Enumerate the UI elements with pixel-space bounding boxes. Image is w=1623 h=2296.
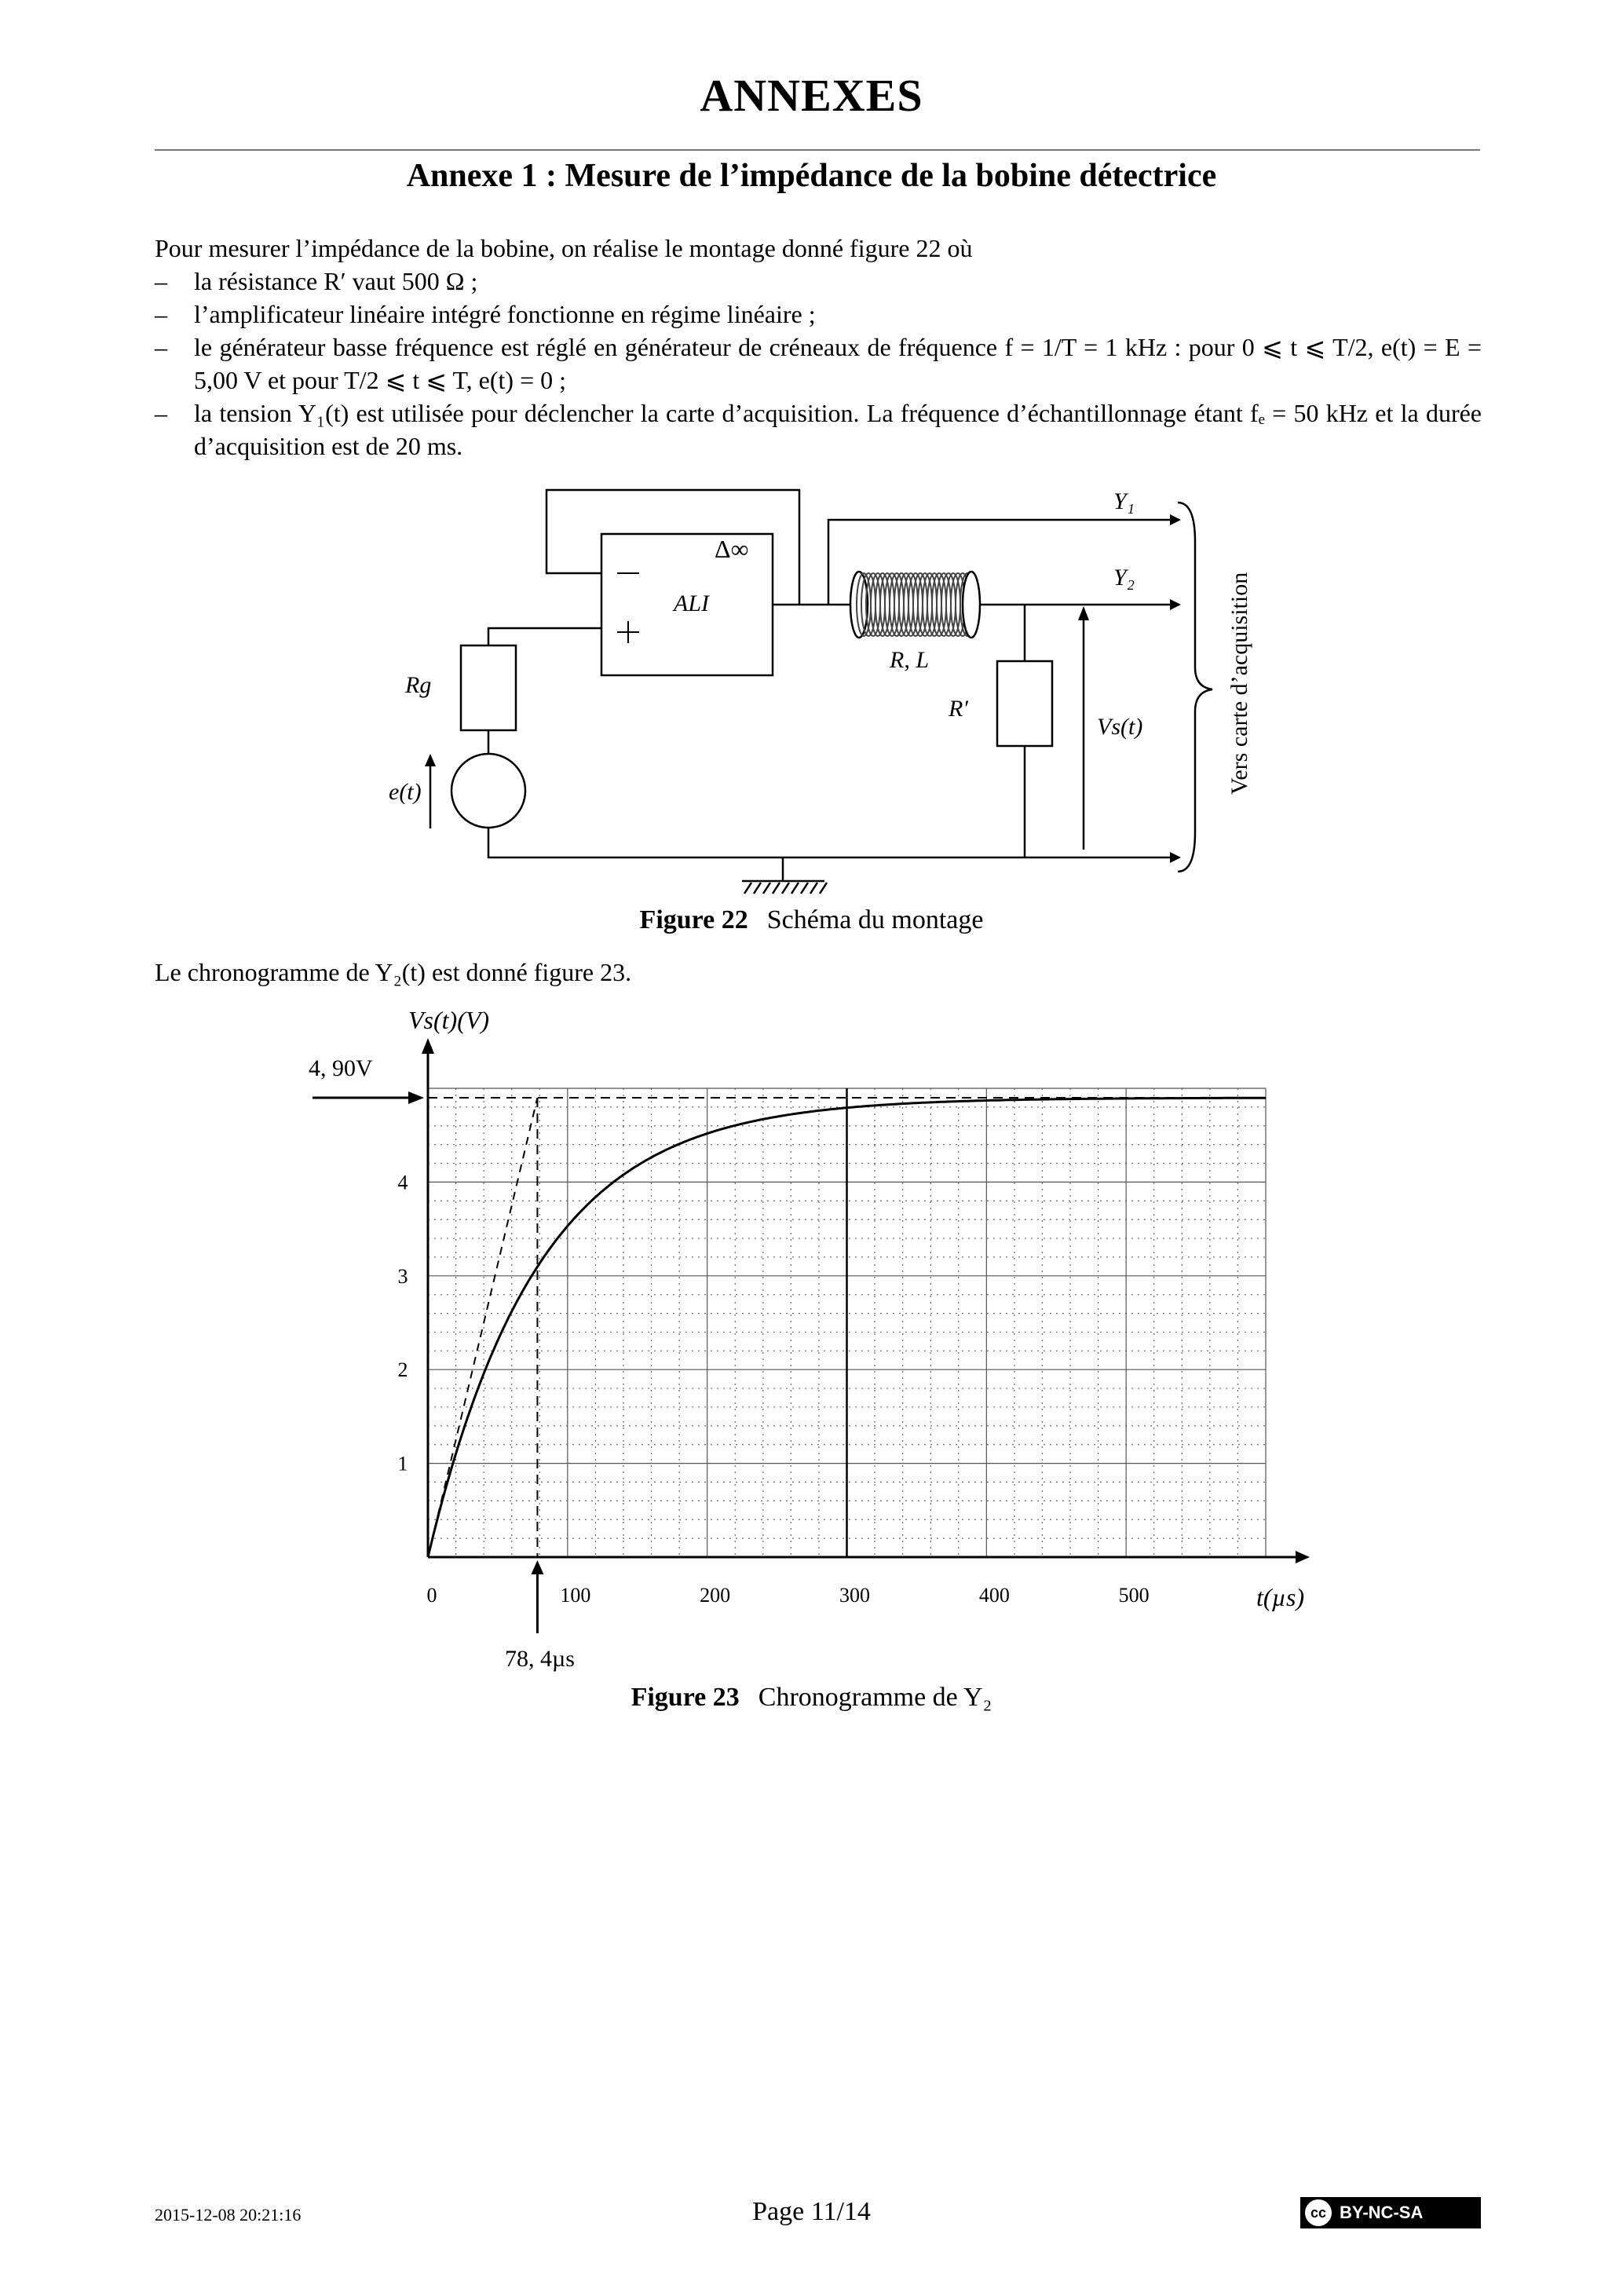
y-tick-label: 2 — [397, 1358, 408, 1382]
title-divider — [155, 149, 1480, 151]
level-arrowhead — [408, 1091, 424, 1104]
list-item-text: le générateur basse fréquence est réglé en générateur de créneaux de fréquence f = 1/T = 1 kHz : pour 0 ⩽ t ⩽ T/2, e(t) = E = 5,00 V et pour T/2 ⩽ t ⩽ T, e(t) = 0 ; — [194, 333, 1482, 394]
label-delta-inf: Δ∞ — [715, 535, 749, 563]
x-tick-label: 0 — [426, 1584, 437, 1607]
figure-23-caption-text: Chronogramme de Y₂ — [758, 1683, 992, 1712]
y-tick-label: 3 — [397, 1264, 408, 1288]
figure-23-label: Figure 23 — [631, 1683, 740, 1712]
y-axis-arrow — [422, 1038, 434, 1054]
circuit-schematic — [0, 471, 1623, 911]
coil-inductor — [850, 572, 980, 638]
level-annotation: 4, 90V — [309, 1055, 373, 1081]
label-vers-carte: Vers carte d’acquisition — [1226, 572, 1252, 795]
figure-23-caption — [0, 1683, 1623, 1713]
tangent-line — [428, 1098, 537, 1557]
label-rg: Rg — [405, 672, 432, 698]
x-tick-label: 200 — [700, 1584, 731, 1607]
label-rl: R, L — [890, 647, 930, 673]
x-tick-label: 300 — [839, 1584, 870, 1607]
footer-date: 2015-12-08 20:21:16 — [155, 2205, 302, 2225]
list-item-text: la résistance R′ vaut 500 Ω ; — [194, 267, 478, 295]
rprime-resistor — [997, 661, 1052, 746]
intro-paragraph: Pour mesurer l’impédance de la bobine, on réalise le montage donné figure 22 où — [155, 234, 973, 262]
label-et: e(t) — [389, 779, 422, 805]
page-title: ANNEXES — [700, 70, 923, 121]
license-badge — [1300, 2197, 1481, 2228]
x-tick-label: 100 — [560, 1584, 591, 1607]
list-item-text: la tension Y₁(t) est utilisée pour déclencher la carte d’acquisition. La fréquence d’échantillonnage étant fₑ = 50 kHz et la durée d’acquisition est de 20 ms. — [194, 399, 1482, 460]
figure-22-label: Figure 22 — [639, 905, 748, 934]
x-axis-label: t(µs) — [1256, 1583, 1305, 1611]
cc-logo-icon: cc — [1305, 2199, 1332, 2226]
label-y2: Y₂ — [1113, 565, 1135, 590]
x-tick-label: 500 — [1118, 1584, 1150, 1607]
x-tick-label: 400 — [978, 1584, 1010, 1607]
rg-resistor — [461, 645, 516, 730]
chrono-intro: Le chronogramme de Y₂(t) est donné figure 23. — [155, 958, 632, 986]
label-rprime: R′ — [949, 696, 968, 722]
chronogramme-chart — [0, 997, 1623, 1720]
page-number: Page 11/14 — [752, 2197, 871, 2226]
label-ali: ALI — [674, 590, 709, 616]
list-item-text: l’amplificateur linéaire intégré fonctionne en régime linéaire ; — [194, 300, 816, 328]
tau-annotation: 78, 4µs — [505, 1646, 575, 1672]
figure-22-caption-text: Schéma du montage — [766, 905, 984, 934]
y-tick-label: 1 — [397, 1452, 408, 1475]
x-axis-arrow — [1296, 1551, 1310, 1563]
tau-arrowhead — [531, 1560, 543, 1574]
label-y1: Y₁ — [1113, 488, 1135, 514]
y-axis-label: Vs(t)(V) — [408, 1006, 490, 1034]
figure-22-caption — [0, 905, 1623, 935]
license-text: BY-NC-SA — [1340, 2203, 1424, 2222]
annex-heading: Annexe 1 : Mesure de l’impédance de la bobine détectrice — [406, 158, 1217, 194]
label-vs: Vs(t) — [1097, 714, 1143, 740]
voltage-source — [451, 754, 525, 828]
y-tick-label: 4 — [397, 1171, 408, 1194]
